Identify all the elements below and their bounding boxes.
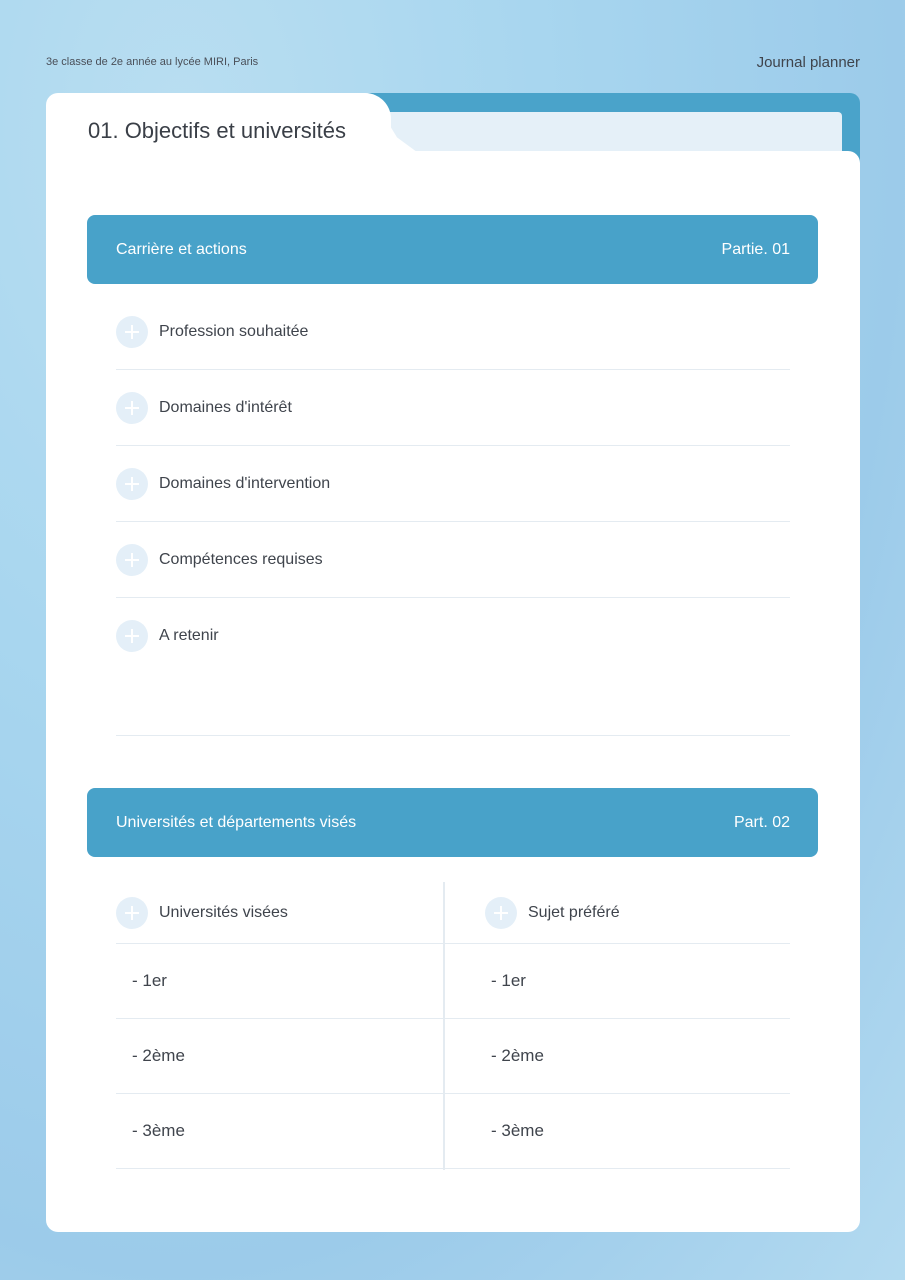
tab-strip — [380, 112, 842, 152]
universities-table — [116, 882, 790, 1169]
list-item[interactable] — [116, 370, 790, 446]
plus-icon[interactable] — [116, 316, 148, 348]
table-cell[interactable] — [116, 944, 453, 1018]
table-cell[interactable] — [453, 1094, 790, 1168]
cell-text: - 1er — [491, 971, 526, 990]
table-cell[interactable] — [453, 944, 790, 1018]
column-header[interactable] — [453, 882, 790, 943]
column-header-label: Sujet préféré — [528, 903, 620, 921]
cell-text: - 1er — [132, 971, 167, 990]
list-item-label: Domaines d'intervention — [159, 474, 331, 492]
table-row — [116, 944, 790, 1019]
plus-icon[interactable] — [116, 897, 148, 929]
list-item-label: Domaines d'intérêt — [159, 398, 292, 416]
section-title: Carrière et actions — [116, 240, 247, 258]
list-item[interactable] — [116, 598, 790, 736]
list-item[interactable] — [116, 446, 790, 522]
section-header-career — [87, 215, 818, 284]
page-title: 01. Objectifs et universités — [88, 118, 347, 143]
list-item-label: A retenir — [159, 627, 219, 644]
header-brand: Journal planner — [756, 54, 860, 71]
column-header-label: Universités visées — [159, 903, 288, 921]
table-row — [116, 1094, 790, 1169]
column-header[interactable] — [116, 882, 453, 943]
section-part-label: Partie. 01 — [721, 240, 790, 258]
table-cell[interactable] — [116, 1019, 453, 1093]
cell-text: - 2ème — [132, 1046, 185, 1065]
cell-text: - 3ème — [491, 1121, 544, 1140]
plus-icon[interactable] — [116, 392, 148, 424]
plus-icon[interactable] — [116, 620, 148, 652]
table-cell[interactable] — [116, 1094, 453, 1168]
plus-icon[interactable] — [116, 468, 148, 500]
list-item-label: Compétences requises — [159, 550, 323, 568]
plus-icon[interactable] — [485, 897, 517, 929]
table-row — [116, 1019, 790, 1094]
career-list — [116, 294, 790, 736]
list-item-label: Profession souhaitée — [159, 322, 309, 340]
table-header-row — [116, 882, 790, 944]
list-item[interactable] — [116, 294, 790, 370]
table-cell[interactable] — [453, 1019, 790, 1093]
plus-icon[interactable] — [116, 544, 148, 576]
section-header-universities — [87, 788, 818, 857]
section-part-label: Part. 02 — [733, 813, 790, 831]
header-subtitle: 3e classe de 2e année au lycée MIRI, Paris — [46, 56, 259, 68]
section-title: Universités et départements visés — [116, 813, 357, 831]
cell-text: - 3ème — [132, 1121, 185, 1140]
cell-text: - 2ème — [491, 1046, 544, 1065]
list-item[interactable] — [116, 522, 790, 598]
